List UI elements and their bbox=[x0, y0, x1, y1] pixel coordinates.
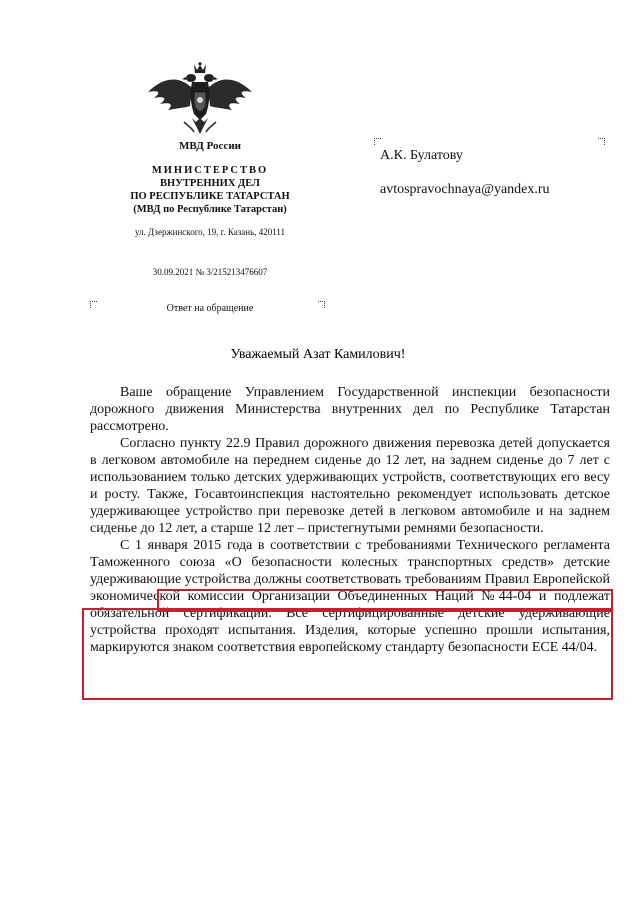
letter-subject: Ответ на обращение bbox=[166, 303, 254, 314]
highlighted-passage: детские удерживающие устройства должны соответствовать требованиям Правил Европейской экономической комиссии Организации Объединенных Наций №44-04 и подлежат обязательной сертификации. Все сертифицированные детские удерживающие устройства проходят испытания. Изделия, которые успешно прошли испытания, маркируются знаком соответствия европейскому стандарту безопасности ЕСЕ 44/04. bbox=[90, 555, 610, 655]
org-line-2: ВНУТРЕННИХ ДЕЛ bbox=[160, 178, 260, 189]
recipient-corner-right bbox=[598, 138, 605, 145]
org-line-1: МИНИСТЕРСТВО bbox=[151, 165, 269, 176]
recipient-email: avtospravochnaya@yandex.ru bbox=[380, 182, 550, 197]
letter-body bbox=[90, 384, 610, 656]
subject-corner-left bbox=[90, 301, 97, 308]
paragraph-2: Согласно пункту 22.9 Правил дорожного движения перевозка детей допускается в легковом автомобиле на переднем сиденье до 12 лет, на заднем сиденье до 7 лет с использованием только детских удерживающих устройств, соответствующих его весу и росту. Также, Госавтоинспекция настоятельно рекомендует использовать детское удерживающее устройство при перевозке детей в легковом автомобиле и на заднем сиденье до 12 лет, а старше 12 лет – пристегнутыми ремнями безопасности. bbox=[90, 436, 610, 536]
org-line-4: (МВД по Республике Татарстан) bbox=[133, 204, 287, 215]
organization-block bbox=[100, 164, 320, 216]
ministry-short-name: МВД России bbox=[178, 140, 241, 152]
registration-number: 30.09.2021 № 3/215213476607 bbox=[152, 267, 268, 277]
recipient-corner-left bbox=[374, 138, 381, 145]
org-address: ул. Дзержинского, 19, г. Казань, 420111 bbox=[134, 227, 286, 237]
paragraph-1: Ваше обращение Управлением Государственной инспекции безопасности дорожного движения Министерства внутренних дел по Республике Татарстан рассмотрено. bbox=[90, 385, 610, 434]
recipient-name: А.К. Булатову bbox=[380, 148, 463, 163]
org-line-3: ПО РЕСПУБЛИКЕ ТАТАРСТАН bbox=[130, 191, 290, 202]
paragraph-3 bbox=[90, 537, 610, 656]
paragraph-3-lead: С 1 января 2015 года в соответствии с требованиями Технического регламента Таможенного союза «О безопасности колесных транспортных средств» bbox=[90, 538, 610, 570]
eagle-emblem-icon bbox=[144, 62, 256, 146]
greeting: Уважаемый Азат Камилович! bbox=[230, 347, 406, 362]
